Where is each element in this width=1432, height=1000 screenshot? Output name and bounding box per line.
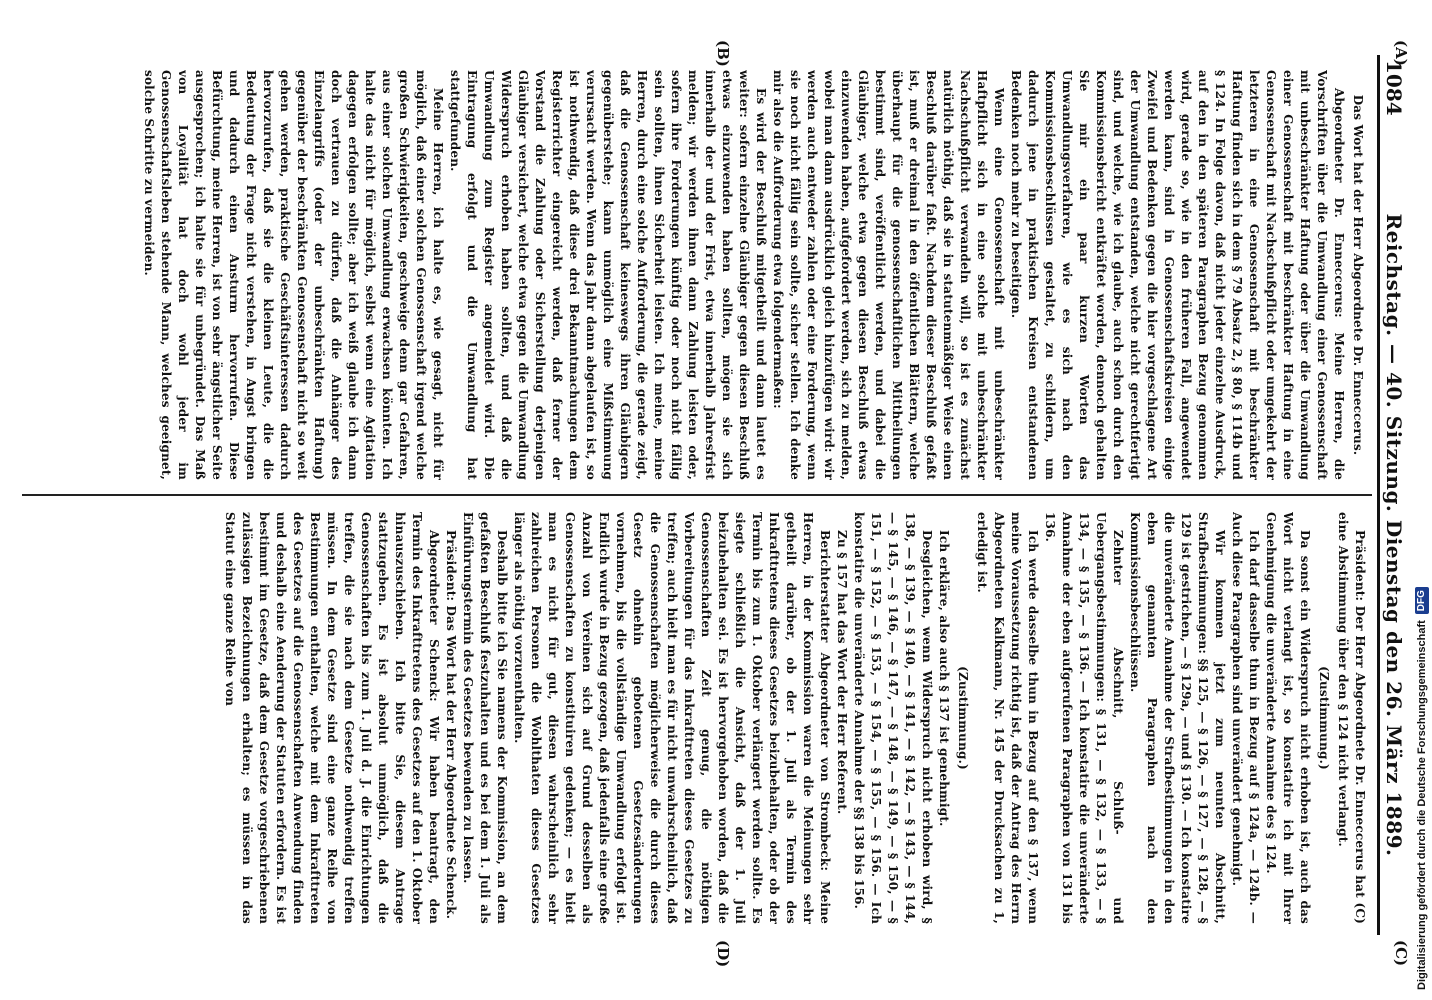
dfg-logo-icon: DFG bbox=[1415, 587, 1429, 614]
paragraph: Deshalb bitte ich Sie namens der Kommission, an dem gefaßten Beschluß festzuhalten und es bei dem 1. Juli als Einführungstermin des Gesetzes bewenden zu lassen. bbox=[461, 512, 509, 924]
paragraph: Meine Herren, ich halte es, wie gesagt, nicht für möglich, daß einer solchen Genossenschaft irgend welche großen Schwierigkeiten, geschweige denn gar Gefahren, aus einer solchen Umwandlung erwachsen könnten. Ich halte das nicht für möglich, selbst wenn eine Agitation dagegen erfolgen sollte; aber ich weiß glaube ich dann doch vertrauen zu dürfen, daß die Anhänger des Einzelangriffs (oder der unbeschränkten Haftung) gegenüber der beschränkten Genossenschaft nicht so weit gehen werden, praktische Geschäftsinteressen dadurch hervorzurufen, daß sie die kleinen Leute, die die Bedeutung der Frage nicht verstehen, in Angst bringen und dadurch einen Ansturm hervorrufen. Diese Befürchtung, meine Herren, ist von sehr ängstlicher Seite ausgesprochen; ich halte sie für unbegründet. Das Maß von Loyalität hat doch wohl jeder im Genossenschaftsleben stehende Mann, welches geeignet, solche Schritte zu vermeiden. bbox=[142, 70, 445, 480]
digitization-credit bbox=[1410, 60, 1430, 990]
paragraph: Da sonst ein Widerspruch nicht erhoben ist, auch das Wort nicht verlangt ist, so konstatire ich mit Ihrer Genehmigung die unveränderte Annahme des § 124. bbox=[1264, 512, 1312, 924]
paragraph: Es wird der Beschluß mitgetheilt und dann lautet es weiter: sofern einzelne Gläubiger gegen diesen Beschluß etwas einzuwenden haben sollten, mögen sie sich innerhalb der und der Frist, etwa innerhalb Jahresfrist melden; wir werden ihnen dann Zahlung leisten oder, sofern ihre Forderungen künftig oder noch nicht fällig sein sollten, ihnen Sicherheit leisten. Ich meine, meine Herren, durch eine solche Aufforderung, die gerade zeigt, daß die Genossenschaft keineswegs ihren Gläubigern gegenüberstehe; kann unmöglich eine Mißstimmung verursacht werden. Wenn das Jahr dann abgelaufen ist, so ist nothwendig, daß diese drei Bekanntmachungen dem Registerrichter eingereicht werden, daß ferner der Vorstand die Zahlung oder Sicherstellung derjenigen Gläubiger versichert, welche etwa gegen die Umwandlung Widerspruch erhoben haben sollten, und daß die Umwandlung zum Register angemeldet wird. Die Eintragung erfolgt und die Umwandlung hat stattgefunden. bbox=[448, 70, 768, 480]
paragraph: Abgeordneter Schenck: Wir haben beantragt, den Termin des Inkrafttretens des Gesetzes auf den 1. Oktober hinauszuschieben. Ich bitte Sie, diesem Antrage stattzugeben. Es ist absolut unmöglich, daß die Genossenschaften bis zum 1. Juli d. J. die Einrichtungen treffen, die sie nach dem Gesetze nothwendig treffen müssen. In dem Gesetze sind eine ganze Reihe von Bestimmungen enthalten, welche mit dem Inkrafttreten des Gesetzes auf die Genossenschaften Anwendung finden und deshalb eine Aenderung der Statuten erfordern. Es ist bestimmt im Gesetze, daß dem Gesetze vorgeschriebenen zulässigen Bezeichnungen erhalten; es müssen in das Statut eine ganze Reihe von bbox=[223, 512, 441, 924]
interjection: (Zustimmung.) bbox=[1317, 666, 1331, 770]
margin-mark-a: (A) bbox=[1392, 40, 1410, 66]
paragraph: Berichterstatter Abgeordneter von Strombeck: Meine Herren, in der Kommission waren die Meinungen sehr getheilt darüber, ob der 1. Juli als Termin des Inkrafttretens dieses Gesetzes beizubehalten, oder ob der Termin bis zum 1. Oktober verlängert werden sollte. Es siegte schließlich die Ansicht, daß der 1. Juli beizubehalten sei. Es ist hervorgehoben worden, daß die Genossenschaften Zeit genug, die nöthigen Vorbereitungen für das Inkrafttreten dieses Gesetzes zu treffen; auch hielt man es für nicht unwahrscheinlich, daß die Genossenschaften möglicherweise die durch dieses Gesetz ohnehin gebotenen Gesetzesänderungen vornehmen, bis die vollständige Umwandlung erfolgt ist. Endlich wurde in Bezug gezogen, daß jedenfalls eine große Anzahl von Vereinen sich auf Grund desselben als Genossenschaften zu konstituiren gedenken; — es hielt man es nicht für gut, diesen wahrscheinlich sehr zahlreichen Personen die Wohlthaten dieses Gesetzes länger als nöthig vorzuenthalten. bbox=[512, 512, 832, 924]
margin-mark-d: (D) bbox=[714, 940, 732, 968]
paragraph: Wir kommen jetzt zum neunten Abschnitt, Strafbestimmungen: §§ 125, — § 126, — § 127, — § 128, — § 129 ist gestrichen, — § 129a, — und § 130. — Ich konstatire die unveränderte Annahme der Strafbestimmungen in den eben genannten Paragraphen nach den Kommissionsbeschlüssen. bbox=[1128, 512, 1227, 924]
right-column bbox=[38, 512, 1368, 924]
paragraph: Präsident: Der Herr Abgeordnete Dr. Enneccerus hat (C) eine Abstimmung über den § 124 nicht verlangt. bbox=[1336, 512, 1367, 924]
paragraph: Zehnter Abschnitt, Schluß- und Uebergangsbestimmungen: § 131, — § 132, — § 133, — § 134, — § 135, — § 136. — Ich konstatire die unveränderte Annahme der eben aufgerufenen Paragraphen von 131 bis 136. bbox=[1043, 512, 1125, 924]
paragraph: Ich erkläre, also auch § 137 ist genehmigt. bbox=[937, 530, 951, 827]
margin-mark-c: (C) bbox=[1392, 940, 1410, 967]
margin-mark-b: (B) bbox=[714, 40, 732, 67]
paragraph: Ich werde dasselbe thun in Bezug auf den § 137, wenn meine Voraussetzung richtig ist, daß der Antrag des Herrn Abgeordneten Kalkmann, Nr. 145 der Drucksachen zu 1, erledigt ist. bbox=[975, 512, 1040, 924]
left-column bbox=[38, 70, 1368, 480]
session-header: Reichstag. — 40. Sitzung. Dienstag den 26. März 1889. bbox=[1382, 213, 1406, 857]
paragraph: Wenn eine Genossenschaft mit unbeschränkter Haftpflicht sich in eine solche mit unbeschränkter Nachschußpflicht verwandeln will, so ist es zunächst natürlich nöthig, daß sie in statutenmäßiger Weise einen Beschluß darüber faßt. Nachdem dieser Beschluß gefaßt ist, muß er dreimal in den öffentlichen Blättern, welche überhaupt für die genossenschaftlichen Mittheilungen bestimmt sind, veröffentlicht werden, und dabei die Gläubiger, welche etwa gegen diesen Beschluß etwas einzuwenden haben, aufgefordert werden, sich zu melden, wobei man dann ausdrücklich gleich hinzufügen wird: wir werden auch entweder zahlen oder eine Forderung, wenn sie noch nicht fällig sein sollte, sicher stellen. Ich denke mir also die Aufforderung etwa folgendermaßen: bbox=[771, 70, 1006, 480]
column-divider bbox=[22, 494, 1372, 496]
paragraph: Desgleichen, wenn Widerspruch nicht erhoben wird, § 138, — § 139, — § 140, — § 141, — § 142, — § 143, — § 144, — § 145, — § 146, — § 147, — § 148, — § 149, — § 150, — § 151, — § 152, — § 153, — § 154, — § 155, — § 156. — Ich konstatire die unveränderte Annahme der §§ 138 bis 156. bbox=[852, 512, 934, 924]
interjection: (Zustimmung.) bbox=[956, 666, 970, 770]
header-rule bbox=[1377, 55, 1380, 935]
paragraph: Abgeordneter Dr. Enneccerus: Meine Herren, die Vorschriften über die Umwandlung einer Genossenschaft mit unbeschränkter Haftung oder über die Umwandlung einer Genossenschaft mit beschränkter Haftung in eine Genossenschaft mit Nachschußpflicht oder umgekehrt der letzteren in eine Genossenschaft mit beschränkter Haftung finden sich in dem § 79 Absatz 2, § 80, § 114b und § 124. In Folge davon, daß nicht jeder einzelne Ausdruck, auf den in den späteren Paragraphen Bezug genommen wird, gerade so, wie in den früheren Fall, angewendet werden kann, sind in Genossenschaftskreisen einige Zweifel und Bedenken gegen die hier vorgeschlagene Art der Umwandlung entstanden, welche nicht gerechtfertigt sind, und welche, wie ich glaube, auch schon durch den Kommissionsbericht entkräftet worden, dennoch gehalten Sie mir ein paar kurzen Worten das Umwandlungsverfahren, wie es sich nach den Kommissionsbeschlüssen gestaltet, zu schildern, um dadurch jene in praktischen Kreisen entstandenen Bedenken noch mehr zu beseitigen. bbox=[1009, 70, 1346, 480]
speaker-announcement: Das Wort hat der Herr Abgeordnete Dr. Enneccerus. bbox=[1351, 94, 1365, 456]
paragraph: Zu § 157 hat das Wort der Herr Referent. bbox=[835, 530, 849, 815]
credit-text bbox=[1412, 70, 1432, 990]
credit-label: Digitalisierung gefördert durch die Deutsche Forschungsgemeinschaft bbox=[1416, 620, 1428, 990]
paragraph: Ich darf dasselbe thun in Bezug auf § 124a, — 124b. — Auch diese Paragraphen sind unverändert genehmigt. bbox=[1230, 512, 1261, 924]
page-number: 1084 bbox=[1382, 60, 1406, 116]
paragraph: Präsident: Das Wort hat der Herr Abgeordnete Schenck. bbox=[444, 530, 458, 920]
